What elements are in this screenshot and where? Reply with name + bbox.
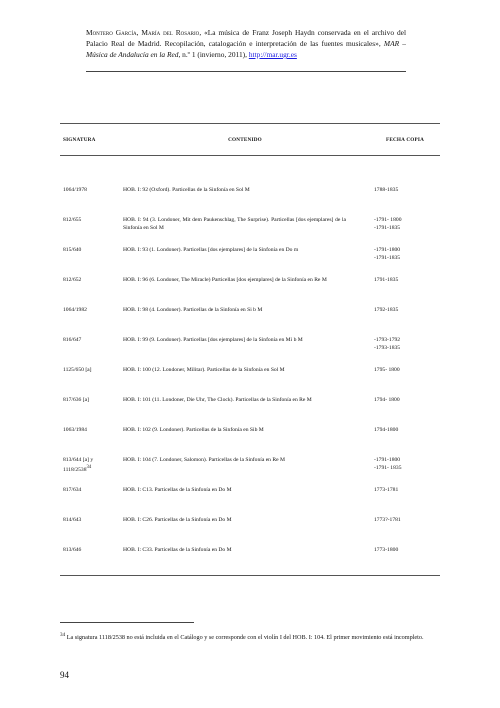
- table-body: [60, 156, 440, 576]
- cell-signatura: [60, 396, 122, 426]
- cell-signatura: [60, 186, 122, 216]
- table-row: [60, 246, 440, 276]
- table-row: [60, 186, 440, 216]
- cell-signatura: [60, 426, 122, 456]
- signatura-text: 812/655: [63, 216, 82, 223]
- cell-signatura: [60, 246, 122, 276]
- cell-signatura: [60, 276, 122, 306]
- cell-contenido: HOB. I: C33. Particellas de la Sinfonía en Do M: [122, 546, 368, 576]
- footnote-marker: 34: [60, 632, 66, 638]
- signatura-text: 1125/650 [a]: [63, 366, 92, 373]
- table-header-row: [60, 124, 440, 156]
- signatura-text: 815/640: [63, 246, 82, 253]
- cell-fecha-copia: 1788-1835: [374, 186, 399, 193]
- table-row: [60, 396, 440, 426]
- cell-contenido: HOB. I: C13. Particellas de la Sinfonía en Do M: [123, 486, 232, 493]
- signatura-text: 817/634: [63, 486, 82, 493]
- signatura-text: 812/652: [63, 276, 82, 283]
- table-row: [60, 366, 440, 396]
- footnote-reference[interactable]: 34: [86, 464, 92, 470]
- table-row: [60, 276, 440, 306]
- footnote-divider: [60, 622, 194, 623]
- signatura-text: 813/646: [63, 546, 82, 553]
- footnote: [60, 630, 440, 643]
- table-row: [60, 216, 440, 246]
- cell-contenido: HOB. I: 98 (4. Londoner). Particellas de la Sinfonía en Si b M: [123, 306, 263, 313]
- cell-fecha-copia: 1795- 1800: [374, 366, 400, 373]
- signatura-text: 1063/1984: [63, 426, 87, 433]
- cell-contenido: HOB. I: 94 (3. Londoner, Mit dem Paukenschlag, The Surprise). Particellas [dos ejemplares] de la Sinfonía en Sol M: [123, 216, 346, 231]
- table-spacer-row: [60, 156, 440, 186]
- cell-fecha-copia: -1793-1792 -1793-1835: [374, 336, 401, 351]
- table-row: [60, 426, 440, 456]
- cell-signatura: [60, 216, 122, 246]
- cell-contenido: HOB. I: 102 (9. Londoner). Particellas de la Sinfonía en Sib M: [123, 426, 264, 433]
- header-divider: [86, 71, 406, 72]
- signatura-text: 817/636 [a]: [63, 396, 89, 403]
- footnote-text: La signatura 1118/2538 no está incluida en el Catálogo y se corresponde con el violín I del HOB. I: 104. El primer movimiento está incompleto.: [66, 634, 424, 642]
- cell-fecha-copia: 1773?-1781: [374, 516, 401, 523]
- cell-signatura: [60, 516, 122, 546]
- sources-table-container: [60, 123, 440, 576]
- cell-fecha-copia: -1791-1800 -1791-1835: [374, 246, 401, 261]
- signatura-text: 816/647: [63, 336, 82, 343]
- cell-signatura: [60, 306, 122, 336]
- column-header-fecha-copia: FECHA COPIA: [368, 124, 440, 156]
- cell-contenido: HOB. I: 101 (11. Londoner, Die Uhr, The Clock). Particellas de la Sinfonía en Re M: [123, 396, 312, 403]
- cell-fecha-copia: 1792-1835: [374, 306, 399, 313]
- table-row: [60, 546, 440, 576]
- table-row: [60, 336, 440, 366]
- cell-contenido: HOB. I: 92 (Oxford). Particellas de la Sinfonía en Sol M: [123, 186, 250, 193]
- cell-signatura: [60, 336, 122, 366]
- signatura-text: 1064/1978: [63, 186, 87, 193]
- cell-fecha-copia: 1791-1835: [374, 276, 399, 283]
- journal-name: MAR – Música de Andalucía en la Red: [86, 39, 406, 59]
- citation-header: [86, 27, 406, 60]
- table-row: [60, 456, 440, 486]
- signatura-text: 813/644 [a] y 1118/2538: [63, 456, 94, 473]
- cell-signatura: [60, 546, 122, 576]
- signatura-text: 1064/1982: [63, 306, 87, 313]
- journal-issue: , n.º 1 (invierno, 2011),: [178, 50, 247, 59]
- citation-title: , «La música de Franz Joseph Haydn conservada en el archivo del Palacio Real de Madrid. Recopilación, catalogación e interpretación de las fuentes musicales»,: [86, 28, 406, 48]
- cell-contenido: HOB. I: 104 (7. Londoner, Salomon). Particellas de la Sinfonía en Re M: [123, 456, 285, 463]
- cell-contenido: HOB. I: C26. Particellas de la Sinfonía en Do M: [123, 516, 232, 523]
- cell-signatura: [60, 456, 122, 486]
- table-row: [60, 486, 440, 516]
- journal-url-link[interactable]: http://mar.ugr.es: [248, 50, 297, 59]
- cell-fecha-copia: 1773-1800: [368, 546, 440, 576]
- cell-fecha-copia: 1794- 1800: [374, 396, 400, 403]
- column-header-contenido: CONTENIDO: [122, 124, 368, 156]
- cell-fecha-copia: 1773-1781: [374, 486, 399, 493]
- cell-fecha-copia: 1794-1800: [374, 426, 399, 433]
- column-header-signatura: SIGNATURA: [60, 124, 122, 156]
- cell-signatura: [60, 486, 122, 516]
- page-number: 94: [60, 670, 69, 680]
- cell-contenido: HOB. I: 99 (9. Londoner). Particellas [dos ejemplares] de la Sinfonía en Mi b M: [123, 336, 303, 343]
- cell-contenido: HOB. I: 93 (1. Londoner). Particellas [dos ejemplares] de la Sinfonía en Do m: [123, 246, 299, 253]
- signatura-text: 814/643: [63, 516, 82, 523]
- citation-author: Montero García, María del Rosario: [86, 28, 200, 37]
- cell-contenido: HOB. I: 100 (12. Londoner, Militar). Particellas de la Sinfonía en Sol M: [123, 366, 285, 373]
- cell-contenido: HOB. I: 96 (6. Londoner, The Miracle) Particellas [dos ejemplares] de la Sinfonía en Re M: [123, 276, 327, 283]
- cell-fecha-copia: -1791-1800 -1791- 1835: [374, 456, 402, 471]
- table-row: [60, 306, 440, 336]
- sources-table: [60, 123, 440, 576]
- cell-fecha-copia: -1791- 1800 -1791-1835: [374, 216, 402, 231]
- cell-signatura: [60, 366, 122, 396]
- table-row: [60, 516, 440, 546]
